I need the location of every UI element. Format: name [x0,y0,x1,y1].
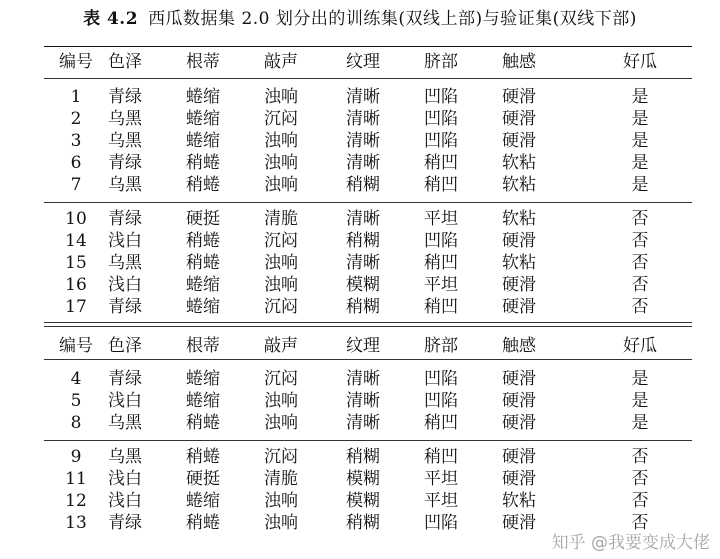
table-cell: 稍蜷 [186,447,220,467]
table-cell: 凹陷 [424,87,458,107]
table-cell: 乌黑 [108,253,142,273]
header-cell: 色泽 [108,336,142,356]
table-cell: 凹陷 [424,513,458,533]
table-cell: 硬滑 [502,513,536,533]
table-cell: 沉闷 [264,369,298,389]
spacer-cell [44,434,692,446]
table-cell: 软粘 [502,175,536,195]
table-row [44,468,692,490]
table-cell: 蜷缩 [186,87,220,107]
table-cell: 稍糊 [346,513,380,533]
table-cell: 硬滑 [502,413,536,433]
table-cell: 稍糊 [346,175,380,195]
table-cell: 青绿 [108,87,142,107]
table-cell: 平坦 [424,209,458,229]
table-title: 西瓜数据集 2.0 划分出的训练集(双线上部)与验证集(双线下部) [148,9,637,29]
table-cell: 否 [631,253,649,273]
table-cell: 模糊 [346,275,380,295]
table-cell: 青绿 [108,369,142,389]
table-cell: 浊响 [264,175,298,195]
table-cell: 模糊 [346,469,380,489]
table-cell: 平坦 [424,469,458,489]
header-cell: 好瓜 [623,52,657,72]
table-cell: 青绿 [108,297,142,317]
table-cell: 浊响 [264,253,298,273]
row-spacer [44,196,692,208]
table-cell: 硬挺 [186,209,220,229]
row-spacer [44,434,692,446]
table-cell: 蜷缩 [186,491,220,511]
table-cell: 浊响 [264,413,298,433]
header-cell: 编号 [59,52,93,72]
spacer-cell [44,196,692,208]
table-cell: 乌黑 [108,413,142,433]
table-cell: 7 [70,175,82,195]
table-cell: 蜷缩 [186,131,220,151]
table-cell: 蜷缩 [186,297,220,317]
table-cell: 硬滑 [502,447,536,467]
table-cell: 蜷缩 [186,275,220,295]
table-cell: 浊响 [264,391,298,411]
table-row [44,252,692,274]
table-cell: 10 [65,209,87,229]
table-cell: 是 [631,153,649,173]
table-cell: 稍糊 [346,447,380,467]
table-cell: 硬滑 [502,369,536,389]
table-cell: 是 [631,87,649,107]
header-cell: 编号 [59,336,93,356]
table-cell: 浅白 [108,275,142,295]
header-cell: 好瓜 [623,336,657,356]
table-cell: 浅白 [108,391,142,411]
table-cell: 浊响 [264,275,298,295]
spacer-cell [44,318,692,330]
table-cell: 硬滑 [502,231,536,251]
table-cell: 13 [65,513,87,533]
table-row [44,230,692,252]
table-cell: 硬滑 [502,297,536,317]
table-row [44,152,692,174]
table-row [44,174,692,196]
table-row [44,108,692,130]
table-cell: 9 [70,447,82,467]
table-row [44,368,692,390]
table-cell: 浊响 [264,131,298,151]
table-cell: 青绿 [108,153,142,173]
table-cell: 凹陷 [424,131,458,151]
header-cell: 纹理 [346,52,380,72]
table-cell: 清晰 [346,391,380,411]
table-cell: 稍蜷 [186,253,220,273]
table-cell: 稍凹 [424,447,458,467]
table-cell: 清脆 [264,209,298,229]
table-cell: 模糊 [346,491,380,511]
table-cell: 沉闷 [264,231,298,251]
row-spacer [44,318,692,330]
table-cell: 凹陷 [424,109,458,129]
header-cell: 触感 [502,52,536,72]
header-cell: 敲声 [264,52,298,72]
table-cell: 11 [65,469,87,489]
table-cell: 软粘 [502,153,536,173]
table-cell: 凹陷 [424,391,458,411]
table-row [44,130,692,152]
table-row [44,296,692,318]
table-cell: 否 [631,447,649,467]
table-cell: 软粘 [502,253,536,273]
table-cell: 是 [631,413,649,433]
table-cell: 浅白 [108,231,142,251]
table-cell: 稍凹 [424,253,458,273]
table-row [44,274,692,296]
table-cell: 硬滑 [502,131,536,151]
table-cell: 是 [631,131,649,151]
table-cell: 平坦 [424,491,458,511]
table-caption [0,4,720,29]
table-cell: 6 [70,153,82,173]
table-cell: 稍蜷 [186,153,220,173]
header-cell: 敲声 [264,336,298,356]
table-cell: 稍糊 [346,297,380,317]
table-cell: 稍蜷 [186,231,220,251]
table-cell: 乌黑 [108,131,142,151]
table-cell: 乌黑 [108,175,142,195]
table-row [44,208,692,230]
table-cell: 硬挺 [186,469,220,489]
table-cell: 青绿 [108,209,142,229]
table-cell: 平坦 [424,275,458,295]
header-cell: 色泽 [108,52,142,72]
table-cell: 软粘 [502,209,536,229]
table-cell: 浊响 [264,153,298,173]
row-spacer [44,78,692,86]
table-cell: 蜷缩 [186,391,220,411]
table-cell: 凹陷 [424,369,458,389]
table-cell: 蜷缩 [186,369,220,389]
table-cell: 是 [631,369,649,389]
table-cell: 沉闷 [264,447,298,467]
table-cell: 稍凹 [424,297,458,317]
table-cell: 12 [65,491,87,511]
table-cell: 硬滑 [502,391,536,411]
table-cell: 清晰 [346,153,380,173]
table-cell: 稍凹 [424,153,458,173]
table-cell: 否 [631,231,649,251]
table-cell: 硬滑 [502,109,536,129]
watermark: 知乎 @我要变成大佬 [551,533,710,553]
table-row [44,490,692,512]
table-cell: 清晰 [346,413,380,433]
header-cell: 根蒂 [186,52,220,72]
table-cell: 清晰 [346,253,380,273]
table-cell: 3 [70,131,82,151]
table-cell: 清晰 [346,109,380,129]
table-cell: 青绿 [108,513,142,533]
table-cell: 14 [65,231,87,251]
table-cell: 乌黑 [108,109,142,129]
table-cell: 软粘 [502,491,536,511]
table-cell: 否 [631,275,649,295]
table-cell: 硬滑 [502,275,536,295]
table-cell: 清晰 [346,87,380,107]
table-cell: 清脆 [264,469,298,489]
table-cell: 4 [70,369,82,389]
table-cell: 清晰 [346,131,380,151]
spacer-cell [44,78,692,86]
table-cell: 硬滑 [502,87,536,107]
table-row [44,412,692,434]
header-row [44,330,692,362]
table-cell: 清晰 [346,209,380,229]
table-cell: 稍凹 [424,175,458,195]
table-cell: 否 [631,297,649,317]
table-cell: 15 [65,253,87,273]
header-row [44,46,692,78]
table-cell: 沉闷 [264,109,298,129]
table-cell: 稍蜷 [186,413,220,433]
table-cell: 蜷缩 [186,109,220,129]
header-cell: 脐部 [424,52,458,72]
table-cell: 否 [631,209,649,229]
table-cell: 否 [631,513,649,533]
table-cell: 16 [65,275,87,295]
table-cell: 清晰 [346,369,380,389]
table-row [44,446,692,468]
table-cell: 8 [70,413,82,433]
table-cell: 是 [631,175,649,195]
table-cell: 沉闷 [264,297,298,317]
table-cell: 17 [65,297,87,317]
table-cell: 乌黑 [108,447,142,467]
table-cell: 稍蜷 [186,175,220,195]
table-number: 表 4.2 [83,9,139,29]
table-cell: 5 [70,391,82,411]
table-cell: 是 [631,109,649,129]
watermelon-table [44,46,692,534]
table-cell: 2 [70,109,82,129]
table-cell: 1 [70,87,82,107]
table-cell: 硬滑 [502,469,536,489]
table-cell: 稍糊 [346,231,380,251]
table-cell: 浊响 [264,491,298,511]
header-cell: 纹理 [346,336,380,356]
table-cell: 浊响 [264,513,298,533]
header-cell: 触感 [502,336,536,356]
table-cell: 否 [631,491,649,511]
table-cell: 凹陷 [424,231,458,251]
table-row [44,390,692,412]
table-cell: 否 [631,469,649,489]
table-cell: 浅白 [108,491,142,511]
table-cell: 是 [631,391,649,411]
table-cell: 稍凹 [424,413,458,433]
table-cell: 浅白 [108,469,142,489]
table-cell: 稍蜷 [186,513,220,533]
table-row [44,86,692,108]
header-cell: 根蒂 [186,336,220,356]
table-cell: 浊响 [264,87,298,107]
header-cell: 脐部 [424,336,458,356]
